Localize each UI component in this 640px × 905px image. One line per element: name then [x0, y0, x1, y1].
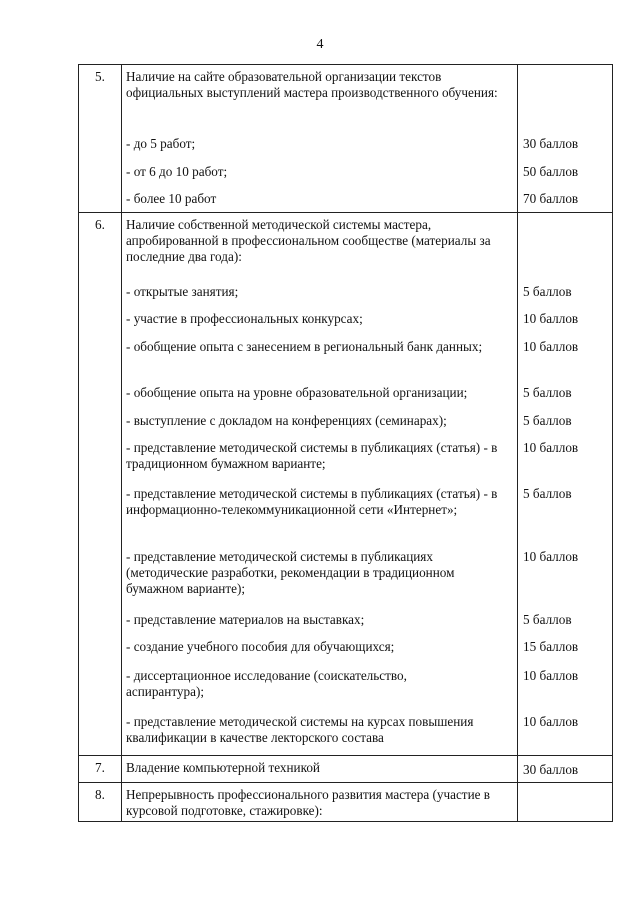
points-value: 5 баллов: [523, 284, 572, 299]
criterion-heading: Наличие собственной методической системы мастера, апробированной в профессиональном сообществе (материалы за последние два года):: [126, 217, 491, 264]
points-value: 30 баллов: [523, 136, 579, 151]
points-value: 50 баллов: [523, 164, 579, 179]
criterion-item: - представление методической системы в публикациях (методические разработки, рекомендации в традиционном бумажном варианте);: [126, 549, 455, 596]
criterion-item: - обобщение опыта с занесением в региональный банк данных;: [126, 339, 483, 354]
table-row: [79, 65, 613, 213]
points-value: 10 баллов: [523, 668, 579, 683]
row-number: 8.: [95, 787, 105, 802]
points-value: 10 баллов: [523, 549, 579, 564]
criterion-item: - выступление с докладом на конференциях (семинарах);: [126, 413, 447, 428]
criterion-item: - представление методической системы в публикациях (статья) - в информационно-телекоммуникационной сети «Интернет»;: [126, 486, 498, 517]
table-row: [79, 756, 613, 783]
points-value: 15 баллов: [523, 639, 579, 654]
criterion-cell: [122, 756, 518, 783]
criteria-table: [78, 64, 613, 822]
points-cell: [518, 783, 613, 822]
points-value: 10 баллов: [523, 311, 579, 326]
criterion-item: - представление материалов на выставках;: [126, 612, 365, 627]
criterion-cell: [122, 213, 518, 756]
table-row: [79, 783, 613, 822]
points-cell: [518, 756, 613, 783]
page-number: 4: [316, 37, 324, 52]
criterion-item: - представление методической системы в публикациях (статья) - в традиционном бумажном варианте;: [126, 440, 498, 471]
points-value: 70 баллов: [523, 191, 579, 206]
points-value: 5 баллов: [523, 612, 572, 627]
points-value: 5 баллов: [523, 486, 572, 501]
points-cell: [518, 65, 613, 213]
criterion-cell: [122, 783, 518, 822]
criterion-cell: [122, 65, 518, 213]
criterion-item: - представление методической системы на курсах повышения квалификации в качестве лекторского состава: [126, 714, 474, 745]
points-value: 10 баллов: [523, 339, 579, 354]
row-number-cell: [79, 756, 122, 783]
row-number: 5.: [95, 69, 105, 84]
criterion-heading: Непрерывность профессионального развития мастера (участие в курсовой подготовке, стажировке):: [126, 787, 491, 818]
row-number-cell: [79, 65, 122, 213]
points-value: 5 баллов: [523, 413, 572, 428]
criterion-item: - создание учебного пособия для обучающихся;: [126, 639, 395, 654]
criterion-item: - более 10 работ: [126, 191, 217, 206]
points-value: 30 баллов: [523, 762, 579, 777]
criterion-item: - открытые занятия;: [126, 284, 239, 299]
criterion-item: - диссертационное исследование (соискательство, аспирантура);: [126, 668, 407, 699]
criterion-heading: Владение компьютерной техникой: [126, 760, 320, 775]
row-number-cell: [79, 783, 122, 822]
row-number: 7.: [95, 760, 105, 775]
table-row: [79, 213, 613, 756]
criterion-item: - участие в профессиональных конкурсах;: [126, 311, 363, 326]
points-cell: [518, 213, 613, 756]
points-value: 5 баллов: [523, 385, 572, 400]
row-number: 6.: [95, 217, 105, 232]
criterion-heading: Наличие на сайте образовательной организации текстов официальных выступлений мастера производственного обучения:: [126, 69, 498, 100]
criterion-item: - обобщение опыта на уровне образовательной организации;: [126, 385, 468, 400]
criterion-item: - от 6 до 10 работ;: [126, 164, 228, 179]
points-value: 10 баллов: [523, 714, 579, 729]
row-number-cell: [79, 213, 122, 756]
points-value: 10 баллов: [523, 440, 579, 455]
criterion-item: - до 5 работ;: [126, 136, 196, 151]
